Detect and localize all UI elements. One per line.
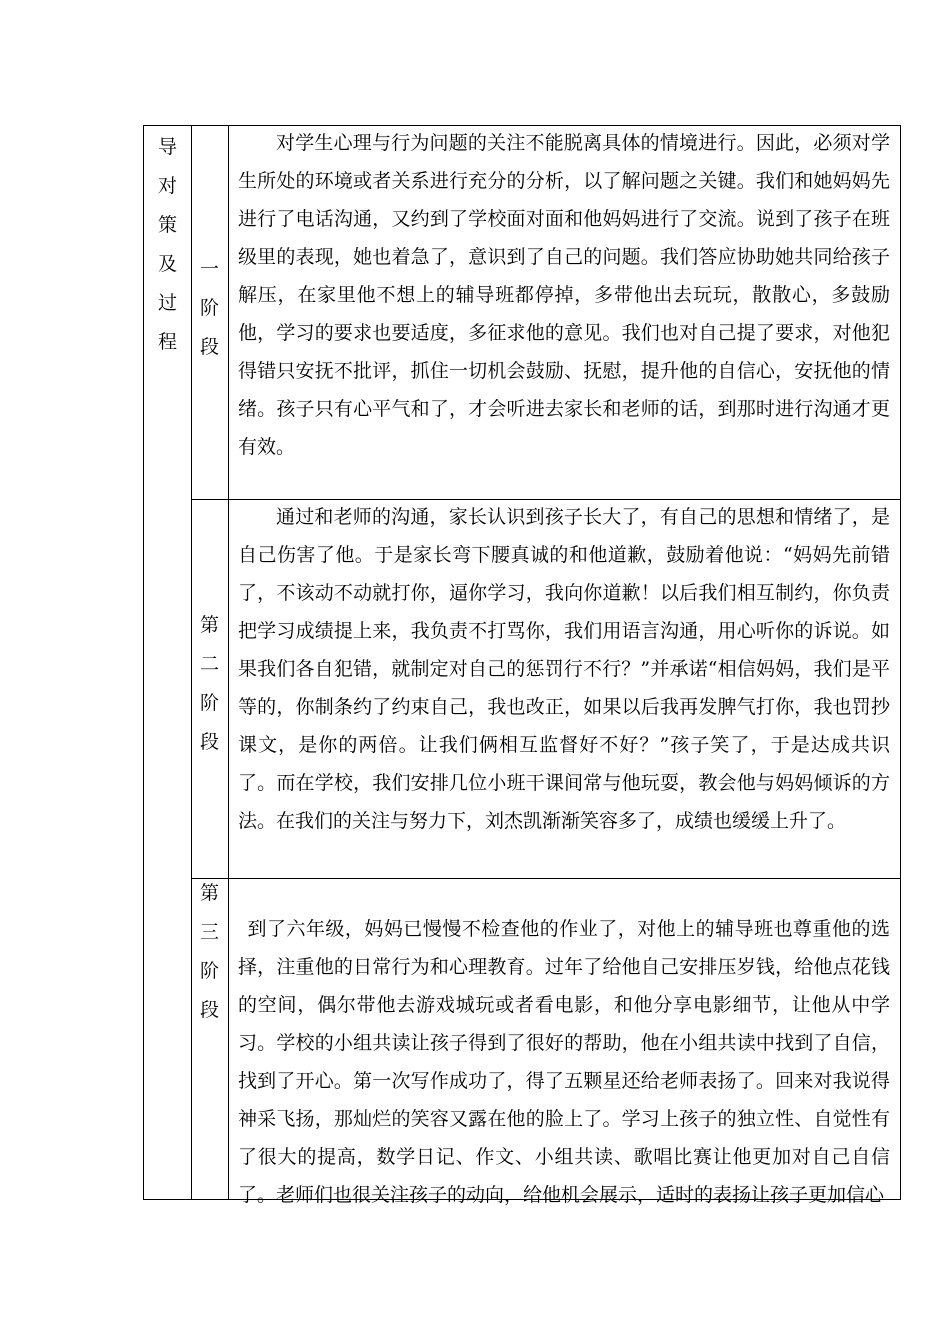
row-divider [191, 878, 900, 879]
stage-char: 段 [199, 999, 219, 1021]
stage-char: 段 [199, 731, 219, 753]
category-char: 策 [157, 214, 177, 236]
guidance-table [143, 125, 901, 1206]
stage-char: 阶 [199, 297, 219, 319]
stage-text-2: 通过和老师的沟通，家长认识到孩子长大了，有自己的思想和情绪了，是自己伤害了他。于是家长弯下腰真诚的和他道歉，鼓励着他说：“妈妈先前错了，不该动不动就打你，逼你学习，我向你道歉！以后我们相互制约，你负责把学习成绩提上来，我负责不打骂你，我们用语言沟通，用心听你的诉说。如果我们各自犯错，就制定对自己的惩罚行不行？”并承诺“相信妈妈，我们是平等的，你制条约了约束自己，我也改正，如果以后我再发脾气打你，我也罚抄课文，是你的两倍。让我们俩相互监督好不好？”孩子笑了，于是达成共识了。而在学校，我们安排几位小班干课间常与他玩耍，教会他与妈妈倾诉的方法。在我们的关注与努力下，刘杰凯渐渐笑容多了，成绩也缓缓上升了。 [238, 506, 890, 832]
category-char: 导 [157, 136, 177, 158]
stage-char: 阶 [199, 960, 219, 982]
category-char: 过 [157, 292, 177, 314]
stage-char: 段 [199, 336, 219, 358]
stage-char: 三 [199, 921, 219, 943]
stage-label-2 [191, 606, 228, 762]
stage-char: 第 [199, 614, 219, 636]
stage-text-1: 对学生心理与行为问题的关注不能脱离具体的情境进行。因此，必须对学生所处的环境或者关系进行充分的分析，以了解问题之关键。我们和她妈妈先进行了电话沟通，又约到了学校面对面和他妈妈进行了交流。说到了孩子在班级里的表现，她也着急了，意识到了自己的问题。我们答应协助她共同给孩子解压，在家里他不想上的辅导班都停掉，多带他出去玩玩，散散心，多鼓励他，学习的要求也要适度，多征求他的意见。我们也对自己提了要求，对他犯得错只安抚不批评，抓住一切机会鼓励、抚慰，提升他的自信心，安抚他的情绪。孩子只有心平气和了，才会听进去家长和老师的话，到那时进行沟通才更有效。 [238, 132, 890, 458]
stage-char: 阶 [199, 692, 219, 714]
stage-char: 一 [199, 258, 219, 280]
stage-label-3 [191, 874, 228, 1030]
column-divider [228, 126, 229, 1199]
stage-label-1 [191, 250, 228, 367]
category-char: 对 [157, 175, 177, 197]
stage-text-3: 到了六年级，妈妈已慢慢不检查他的作业了，对他上的辅导班也尊重他的选择，注重他的日常行为和心理教育。过年了给他自己安排压岁钱，给他点花钱的空间，偶尔带他去游戏城玩或者看电影，和他分享电影细节，让他从中学习。学校的小组共读让孩子得到了很好的帮助，他在小组共读中找到了自信，找到了开心。第一次写作成功了，得了五颗星还给老师表扬了。回来对我说得神采飞扬，那灿烂的笑容又露在他的脸上了。学习上孩子的独立性、自觉性有了很大的提高，数学日记、作文、小组共读、歌唱比赛让他更加对自己自信了。老师们也很关注孩子的动向，给他机会展示，适时的表扬让孩子更加信心 [238, 918, 890, 1206]
category-char: 及 [157, 253, 177, 275]
stage-char: 第 [199, 882, 219, 904]
category-char: 程 [157, 331, 177, 353]
stage-char: 二 [199, 653, 219, 675]
category-label [144, 128, 191, 362]
